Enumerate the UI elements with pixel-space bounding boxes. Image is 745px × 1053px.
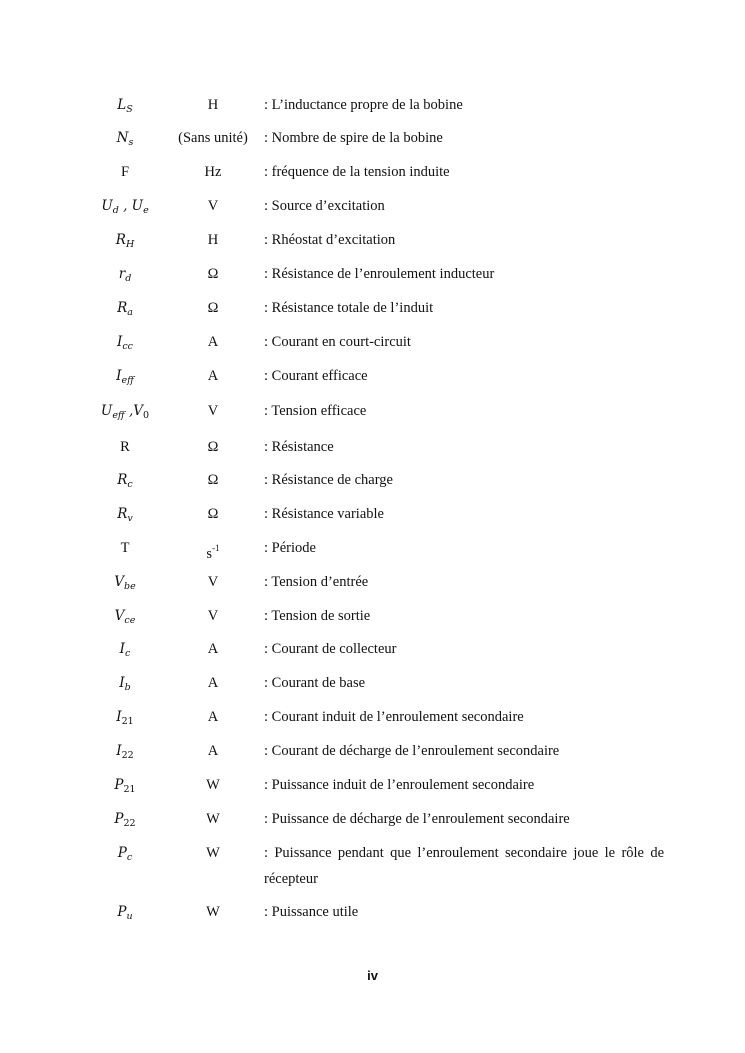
nomenclature-row	[0, 672, 745, 694]
symbol-subscript: eff	[121, 375, 134, 386]
symbol-subscript: 22	[123, 818, 136, 829]
nomenclature-row	[0, 195, 745, 217]
nomenclature-row	[0, 706, 745, 728]
unit-text: W	[206, 904, 220, 920]
description: : Puissance pendant que l’enroulement secondaire joue le rôle de récepteur	[264, 845, 664, 887]
symbol-base: V	[114, 608, 125, 624]
description: : Tension d’entrée	[264, 574, 369, 590]
nomenclature-row	[0, 537, 745, 562]
unit-text: A	[207, 743, 219, 759]
symbol-base: R	[117, 300, 128, 316]
unit	[162, 263, 264, 285]
symbol-base: P	[114, 777, 124, 793]
symbol-subscript: c	[127, 479, 133, 490]
unit-text: H	[207, 232, 219, 248]
unit-text: A	[207, 334, 219, 350]
unit-text: H	[207, 97, 219, 113]
unit	[162, 331, 264, 353]
symbol-separator: ,	[124, 403, 134, 419]
page-number: iv	[367, 968, 378, 983]
unit	[162, 537, 264, 565]
description: : Puissance de décharge de l’enroulement secondaire	[264, 811, 570, 827]
description: : Résistance variable	[264, 506, 384, 522]
nomenclature-row	[0, 842, 745, 887]
symbol-subscript: e	[143, 205, 149, 216]
description: : Source d’excitation	[264, 198, 385, 214]
symbol-subscript: b	[124, 682, 131, 693]
nomenclature-row	[0, 571, 745, 593]
symbol-separator: ,	[118, 198, 132, 214]
unit-text: V	[207, 198, 219, 214]
symbol-subscript: a	[127, 307, 133, 318]
unit	[162, 195, 264, 217]
symbol-base: I	[119, 641, 125, 657]
nomenclature-row	[0, 808, 745, 830]
unit	[162, 297, 264, 319]
nomenclature-row	[0, 436, 745, 458]
symbol-base: V	[133, 403, 144, 419]
symbol-subscript: eff	[112, 410, 125, 421]
nomenclature-row	[0, 605, 745, 627]
nomenclature-row	[0, 331, 745, 353]
description: : Résistance de charge	[264, 472, 393, 488]
unit-text: (Sans unité)	[178, 130, 248, 146]
symbol-base: P	[117, 845, 127, 861]
nomenclature-row	[0, 901, 745, 923]
symbol-subscript: 21	[123, 784, 136, 795]
unit	[162, 400, 264, 422]
unit	[162, 901, 264, 923]
unit-text: W	[206, 845, 220, 861]
symbol-subscript: 21	[121, 716, 134, 727]
symbol-base: U	[101, 198, 113, 214]
nomenclature-row	[0, 297, 745, 319]
unit-text: s	[206, 546, 213, 562]
description: : Courant efficace	[264, 368, 368, 384]
description: : Résistance totale de l’induit	[264, 300, 434, 316]
nomenclature-row	[0, 229, 745, 251]
symbol-subscript: be	[124, 581, 136, 592]
nomenclature-row	[0, 469, 745, 491]
nomenclature-row	[0, 365, 745, 387]
description: : fréquence de la tension induite	[264, 164, 450, 180]
unit	[162, 638, 264, 660]
symbol-subscript: S	[126, 104, 133, 115]
nomenclature-row	[0, 161, 745, 183]
nomenclature-row	[0, 400, 745, 422]
unit	[162, 127, 264, 149]
nomenclature-row	[0, 740, 745, 762]
description: : Résistance	[264, 439, 334, 455]
unit	[162, 706, 264, 728]
symbol-base: I	[117, 334, 123, 350]
symbol-base: R	[117, 472, 128, 488]
symbol-subscript: s	[128, 137, 134, 148]
description: : Courant de base	[264, 675, 366, 691]
unit-text: W	[206, 811, 220, 827]
unit-text: Ω	[207, 439, 219, 455]
description: : Rhéostat d’excitation	[264, 232, 396, 248]
symbol-subscript: 22	[121, 750, 134, 761]
unit	[162, 161, 264, 183]
unit	[162, 605, 264, 627]
description: : Puissance induit de l’enroulement secondaire	[264, 777, 535, 793]
description: : Tension de sortie	[264, 608, 371, 624]
nomenclature-row	[0, 774, 745, 796]
symbol-base: I	[116, 368, 122, 384]
symbol-subscript: H	[125, 239, 135, 250]
nomenclature-row	[0, 638, 745, 660]
unit-text: Ω	[207, 300, 219, 316]
symbol-base: I	[116, 743, 122, 759]
nomenclature-row	[0, 127, 745, 149]
unit-text: Ω	[207, 266, 219, 282]
unit-text: A	[207, 368, 219, 384]
symbol-subscript: c	[125, 648, 131, 659]
symbol-text: F	[120, 164, 130, 180]
unit	[162, 842, 264, 864]
unit	[162, 808, 264, 830]
symbol-base: P	[117, 904, 127, 920]
symbol-subscript: d	[112, 205, 119, 216]
symbol-base: R	[117, 506, 128, 522]
symbol-base: I	[119, 675, 125, 691]
unit-text: V	[207, 608, 219, 624]
symbol-text: R	[120, 439, 130, 455]
unit-text: Ω	[207, 472, 219, 488]
unit-text: A	[207, 675, 219, 691]
symbol-base: P	[114, 811, 124, 827]
symbol-base: U	[131, 198, 144, 214]
description: : L’inductance propre de la bobine	[264, 97, 463, 113]
nomenclature-row	[0, 94, 745, 116]
unit-text: Ω	[207, 506, 219, 522]
description: : Tension efficace	[264, 403, 367, 419]
symbol-base: r	[118, 266, 126, 282]
symbol-text: T	[120, 540, 130, 556]
unit-text: V	[207, 403, 219, 419]
unit	[162, 469, 264, 491]
symbol-subscript: c	[126, 852, 133, 863]
unit-text: V	[207, 574, 219, 590]
symbol-base: U	[100, 403, 113, 419]
unit	[162, 774, 264, 796]
description: : Courant de collecteur	[264, 641, 397, 657]
unit-text: Hz	[204, 164, 222, 180]
description: : Courant de décharge de l’enroulement secondaire	[264, 743, 560, 759]
symbol-subscript: d	[125, 273, 132, 284]
nomenclature-row	[0, 503, 745, 525]
description: : Courant en court-circuit	[264, 334, 411, 350]
symbol-base: V	[114, 574, 125, 590]
symbol-subscript: cc	[122, 341, 133, 352]
symbol-base: R	[115, 232, 126, 248]
symbol-base: N	[116, 130, 129, 146]
unit	[162, 94, 264, 116]
unit-text: W	[206, 777, 220, 793]
symbol-subscript: u	[126, 911, 133, 922]
unit	[162, 229, 264, 251]
description: : Période	[264, 540, 316, 556]
description: : Résistance de l’enroulement inducteur	[264, 266, 495, 282]
unit	[162, 436, 264, 458]
unit-text: A	[207, 641, 219, 657]
description: : Puissance utile	[264, 904, 359, 920]
unit	[162, 672, 264, 694]
nomenclature-row	[0, 263, 745, 285]
description: : Courant induit de l’enroulement secondaire	[264, 709, 524, 725]
symbol-base: L	[117, 97, 127, 113]
description: : Nombre de spire de la bobine	[264, 130, 443, 146]
unit	[162, 503, 264, 525]
symbol-base: I	[116, 709, 122, 725]
symbol-subscript: ce	[124, 615, 136, 626]
symbol-subscript: 0	[143, 410, 150, 421]
unit	[162, 365, 264, 387]
symbol-subscript: v	[127, 513, 133, 524]
unit	[162, 740, 264, 762]
unit-exponent: -1	[212, 543, 220, 553]
unit-text: A	[207, 709, 219, 725]
unit	[162, 571, 264, 593]
